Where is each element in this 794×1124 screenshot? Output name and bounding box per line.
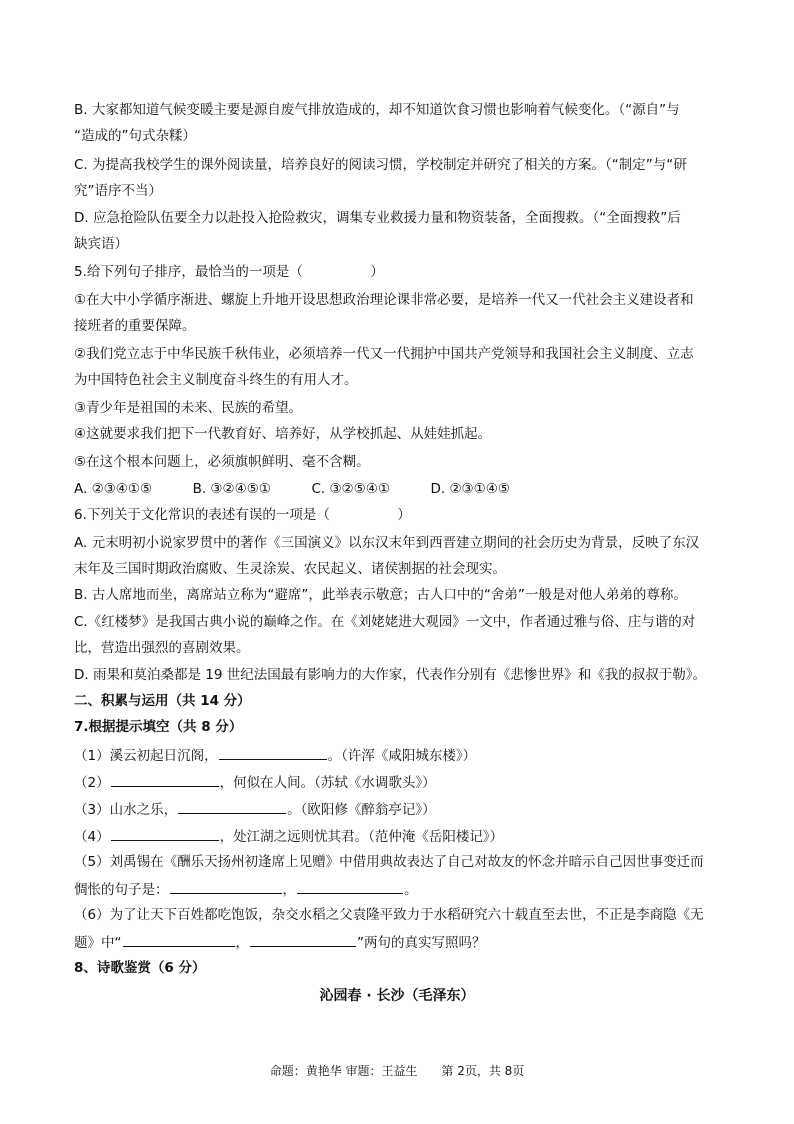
q4-option-b-line2: “造成的”句式杂糅）: [74, 128, 196, 144]
q5-sentence-2-line1: ②我们党立志于中华民族千秋伟业，必须培养一代又一代拥护中国共产党领导和我国社会主义制度、立志: [74, 346, 694, 362]
q7-stem: 7.根据提示填空（共 8 分）: [74, 719, 243, 735]
q6-option-a-line1: A. 元末明初小说家罗贯中的著作《三国演义》以东汉末年到西晋建立期间的社会历史为背景，反映了东汉: [74, 535, 700, 551]
q8-stem: 8、诗歌鉴赏（6 分）: [74, 960, 206, 976]
q6-option-a-line2: 末年及三国时期政治腐败、生灵涂炭、农民起义、诸侯割据的社会现实。: [74, 561, 506, 577]
q4-option-d-line1: D. 应急抢险队伍要全力以赴投入抢险救灾，调集专业救援力量和物资装备，全面搜救。（“全面搜救”后: [74, 210, 681, 226]
q7-item-4: （4） ，处江湖之远则忧其君。（范仲淹《岳阳楼记》）: [74, 825, 734, 847]
q6-option-b: B. 古人席地而坐，离席站立称为“避席”，此举表示敬意；古人口中的“舍弟”一般是对他人弟弟的尊称。: [74, 587, 687, 603]
page-footer: [0, 1062, 794, 1080]
poem-title: 沁园春 · 长沙（毛泽东）: [319, 988, 475, 1004]
q5-sentence-2-line2: 为中国特色社会主义制度奋斗终生的有用人才。: [74, 372, 358, 388]
q4-option-b-line1: B. 大家都知道气候变暖主要是源自废气排放造成的，却不知道饮食习惯也影响着气候变化。（“源自”与: [74, 102, 680, 118]
footer-page-number: 第 2页，共 8页: [441, 1064, 525, 1078]
q4-option-c-line1: C. 为提高我校学生的课外阅读量，培养良好的阅读习惯，学校制定并研究了相关的方案。（“制定”与“研: [74, 157, 687, 173]
q7-item-2: （2） ，何似在人间。（苏轼《水调歌头》）: [74, 771, 734, 793]
q5-sentence-4: ④这就要求我们把下一代教育好、培养好，从学校抓起、从娃娃抓起。: [74, 426, 492, 442]
q5-stem: 5.给下列句子排序，最恰当的一项是（ ）: [74, 264, 384, 280]
q7-6-blank-1[interactable]: [123, 931, 235, 947]
q7-item-6-line1: （6）为了让天下百姓都吃饱饭，杂交水稻之父袁隆平致力于水稻研究六十载直至去世，不正是李商隐《无: [74, 907, 704, 923]
q5-sentence-5: ⑤在这个根本问题上，必须旗帜鲜明、毫不含糊。: [74, 454, 370, 470]
q6-option-c-line2: 比，营造出强烈的喜剧效果。: [74, 640, 250, 656]
q7-item-1: （1）溪云初起日沉阁， 。（许浑《咸阳城东楼》）: [74, 744, 734, 766]
q4-option-d-line2: 缺宾语）: [74, 236, 128, 252]
q5-sentence-1-line2: 接班者的重要保障。: [74, 318, 196, 334]
q6-option-d: D. 雨果和莫泊桑都是 19 世纪法国最有影响力的大作家，代表作分别有《悲惨世界》和《我的叔叔于勒》。: [74, 667, 706, 683]
section-2-heading: 二、积累与运用（共 14 分）: [74, 693, 251, 709]
q7-item-6-line2: 题》中“ ， ”两句的真实写照吗？: [74, 931, 734, 953]
q7-item-3: （3）山水之乐， 。（欧阳修《醉翁亭记》）: [74, 798, 734, 820]
q7-2-blank[interactable]: [111, 771, 219, 787]
q7-6-blank-2[interactable]: [250, 931, 356, 947]
q5-sentence-3: ③青少年是祖国的未来、民族的希望。: [74, 400, 303, 416]
q7-3-blank[interactable]: [178, 798, 286, 814]
q4-option-c-line2: 究”语序不当）: [74, 183, 162, 199]
q7-5-blank-1[interactable]: [170, 878, 282, 894]
q7-4-blank[interactable]: [111, 825, 219, 841]
q7-item-5-line1: （5）刘禹锡在《酬乐天扬州初逢席上见赠》中借用典故表达了自己对故友的怀念并暗示自己因世事变迁而: [74, 854, 704, 870]
q5-sentence-1-line1: ①在大中小学循序渐进、螺旋上升地开设思想政治理论课非常必要，是培养一代又一代社会主义建设者和: [74, 292, 694, 308]
q7-1-blank[interactable]: [219, 744, 327, 760]
footer-setter: 命题：黄艳华 审题：王益生: [269, 1064, 418, 1078]
q6-option-c-line1: C.《红楼梦》是我国古典小说的巅峰之作。在《刘姥姥进大观园》一文中，作者通过雅与俗、庄与谐的对: [74, 614, 696, 630]
q6-stem: 6.下列关于文化常识的表述有误的一项是（ ）: [74, 507, 411, 523]
q7-item-5-line2: 惆怅的句子是： ， 。: [74, 878, 734, 900]
q5-options: A. ②③④①⑤ B. ③②④⑤① C. ③②⑤④① D. ②③①④⑤: [74, 481, 510, 497]
q7-5-blank-2[interactable]: [297, 878, 403, 894]
